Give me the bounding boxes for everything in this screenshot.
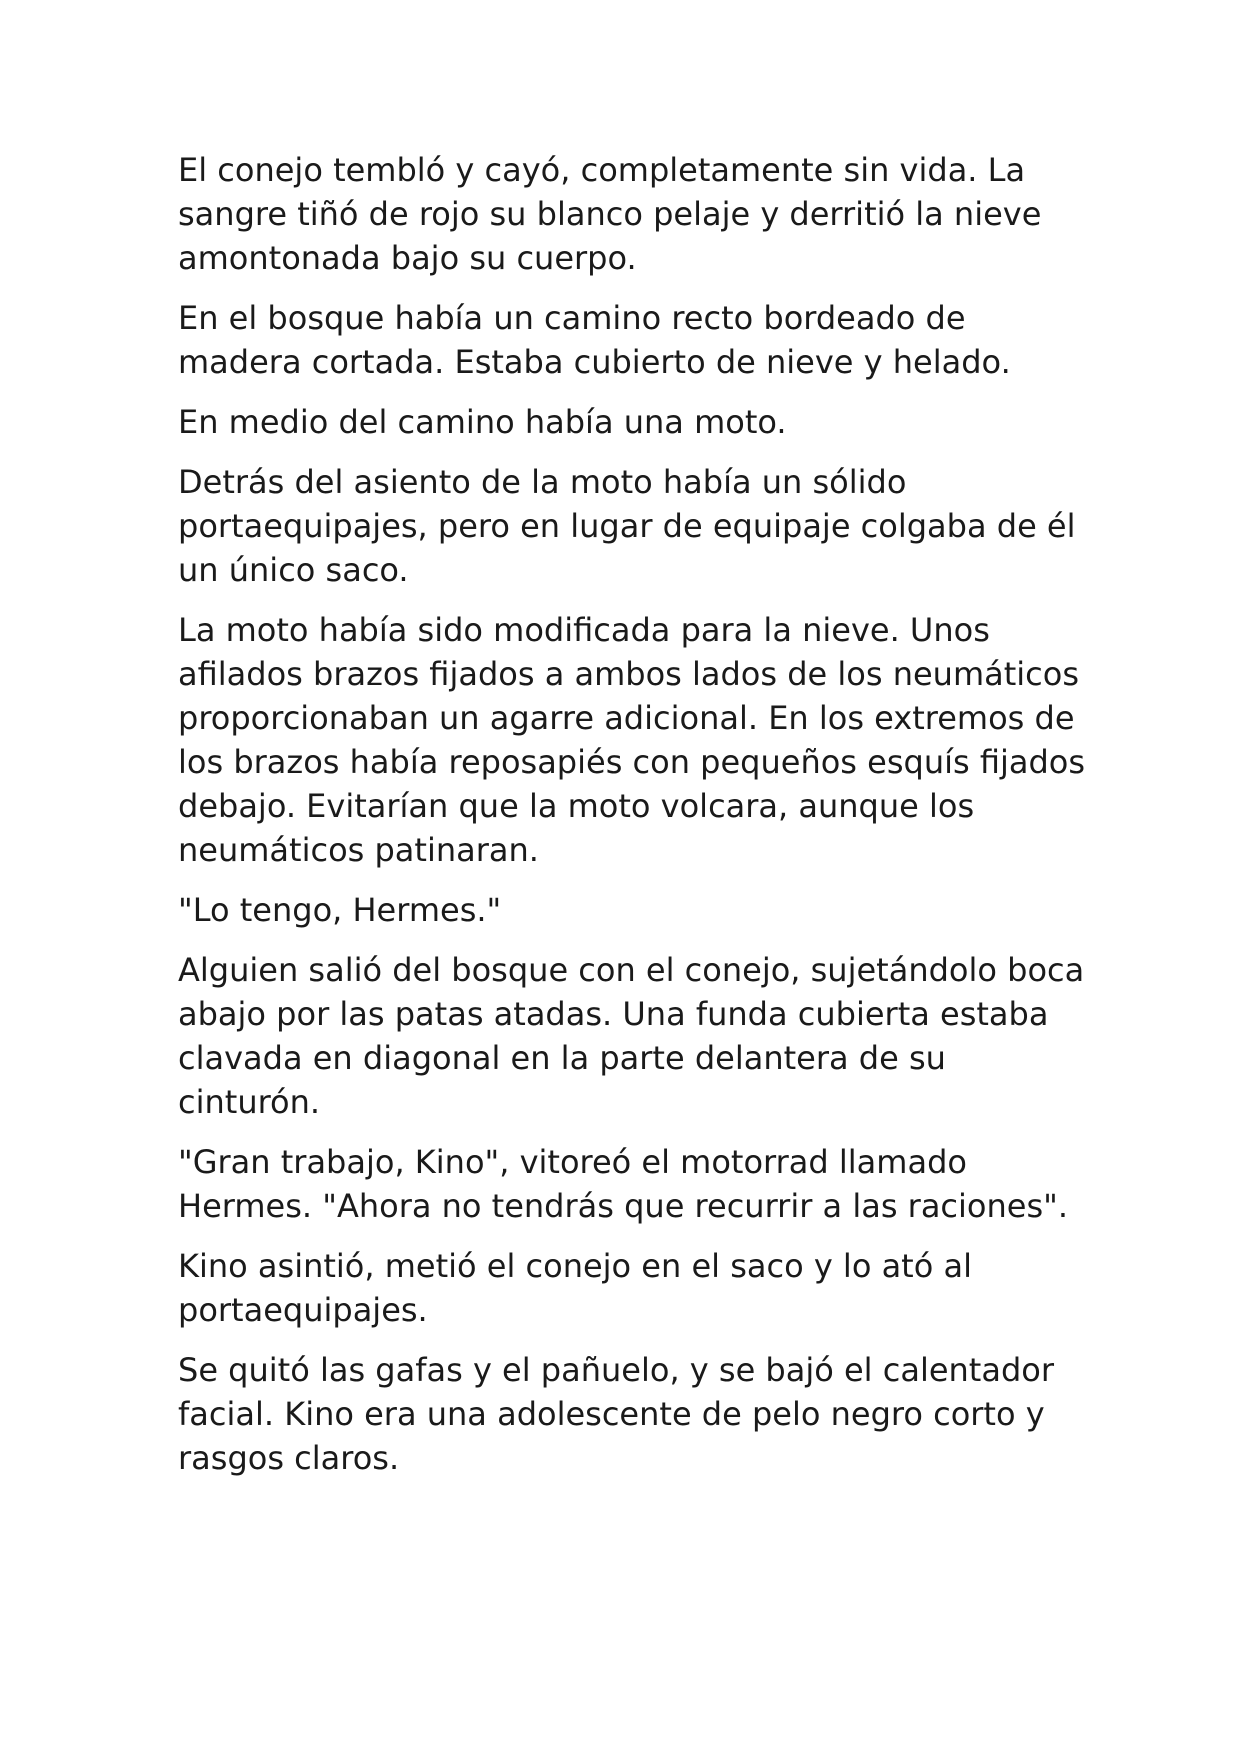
paragraph-3: En medio del camino había una moto. xyxy=(178,403,787,441)
paragraph-8: "Gran trabajo, Kino", vitoreó el motorrad llamado Hermes. "Ahora no tendrás que recurrir a las raciones". xyxy=(178,1143,1069,1225)
paragraph-4: Detrás del asiento de la moto había un sólido portaequipajes, pero en lugar de equipaje colgaba de él un único saco. xyxy=(178,463,1076,589)
paragraph-1: El conejo tembló y cayó, completamente sin vida. La sangre tiñó de rojo su blanco pelaje y derritió la nieve amontonada bajo su cuerpo. xyxy=(178,151,1042,277)
paragraph-6: "Lo tengo, Hermes." xyxy=(178,891,502,929)
paragraph-7: Alguien salió del bosque con el conejo, sujetándolo boca abajo por las patas atadas. Una funda cubierta estaba clavada en diagonal en la parte delantera de su cinturón. xyxy=(178,951,1085,1121)
paragraph-2: En el bosque había un camino recto bordeado de madera cortada. Estaba cubierto de nieve y helado. xyxy=(178,299,1011,381)
paragraph-10: Se quitó las gafas y el pañuelo, y se bajó el calentador facial. Kino era una adolescente de pelo negro corto y rasgos claros. xyxy=(178,1351,1054,1477)
paragraph-5: La moto había sido modificada para la nieve. Unos afilados brazos fijados a ambos lados de los neumáticos proporcionaban un agarre adicional. En los extremos de los brazos había reposapiés con pequeños esquís fijados debajo. Evitarían que la moto volcara, aunque los neumáticos patinaran. xyxy=(178,611,1086,869)
paragraph-9: Kino asintió, metió el conejo en el saco y lo ató al portaequipajes. xyxy=(178,1247,972,1329)
body-text xyxy=(178,148,1088,1496)
